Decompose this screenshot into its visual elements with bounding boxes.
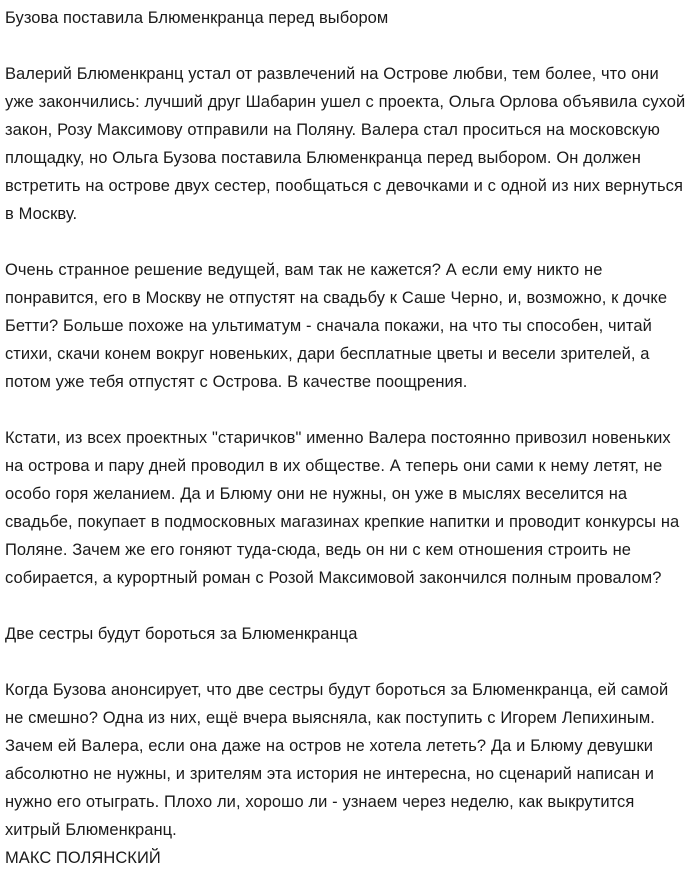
article-paragraph-3: Кстати, из всех проектных "старичков" именно Валера постоянно привозил новеньких на острова и пару дней проводил в их обществе. А теперь они сами к нему летят, не особо горя желанием. Да и Блюму они не нужны, он уже в мыслях веселится на свадьбе, покупает в подмосковных магазинах крепкие напитки и проводит конкурсы на Поляне. Зачем же его гоняют туда-сюда, ведь он ни с кем отношения строить не собирается, а курортный роман с Розой Максимовой закончился полным провалом?: [5, 429, 680, 587]
article-closing-paragraph: Когда Бузова анонсирует, что две сестры будут бороться за Блюменкранца, ей самой не смешно? Одна из них, ещё вчера выясняла, как поступить с Игорем Лепихиным. Зачем ей Валера, если она даже на остров не хотела лететь? Да и Блюму девушки абсолютно не нужны, и зрителям эта история не интересна, но сценарий написан и нужно его отыграть. Плохо ли, хорошо ли - узнаем через неделю, как выкрутится хитрый Блюменкранц.: [5, 681, 669, 839]
article-paragraph-1: Валерий Блюменкранц устал от развлечений на Острове любви, тем более, что они уже закончились: лучший друг Шабарин ушел с проекта, Ольга Орлова объявила сухой закон, Розу Максимову отправили на Поляну. Валера стал проситься на московскую площадку, но Ольга Бузова поставила Блюменкранца перед выбором. Он должен встретить на острове двух сестер, пообщаться с девочками и с одной из них вернуться в Москву.: [5, 65, 686, 223]
article-subheading: Две сестры будут бороться за Блюменкранца: [5, 625, 358, 643]
spacer-after-paragraph-1: [5, 228, 691, 256]
spacer-after-subheading: [5, 648, 691, 676]
spacer-after-paragraph-2: [5, 396, 691, 424]
article-author-signature: МАКС ПОЛЯНСКИЙ: [5, 849, 161, 867]
spacer-after-headline: [5, 32, 691, 60]
article-headline: Бузова поставила Блюменкранца перед выбором: [5, 9, 389, 27]
spacer-after-paragraph-3: [5, 592, 691, 620]
article-paragraph-2: Очень странное решение ведущей, вам так не кажется? А если ему никто не понравится, его в Москву не отпустят на свадьбу к Саше Черно, и, возможно, к дочке Бетти? Больше похоже на ультиматум - сначала покажи, на что ты способен, читай стихи, скачи конем вокруг новеньких, дари бесплатные цветы и весели зрителей, а потом уже тебя отпустят с Острова. В качестве поощрения.: [5, 261, 668, 391]
